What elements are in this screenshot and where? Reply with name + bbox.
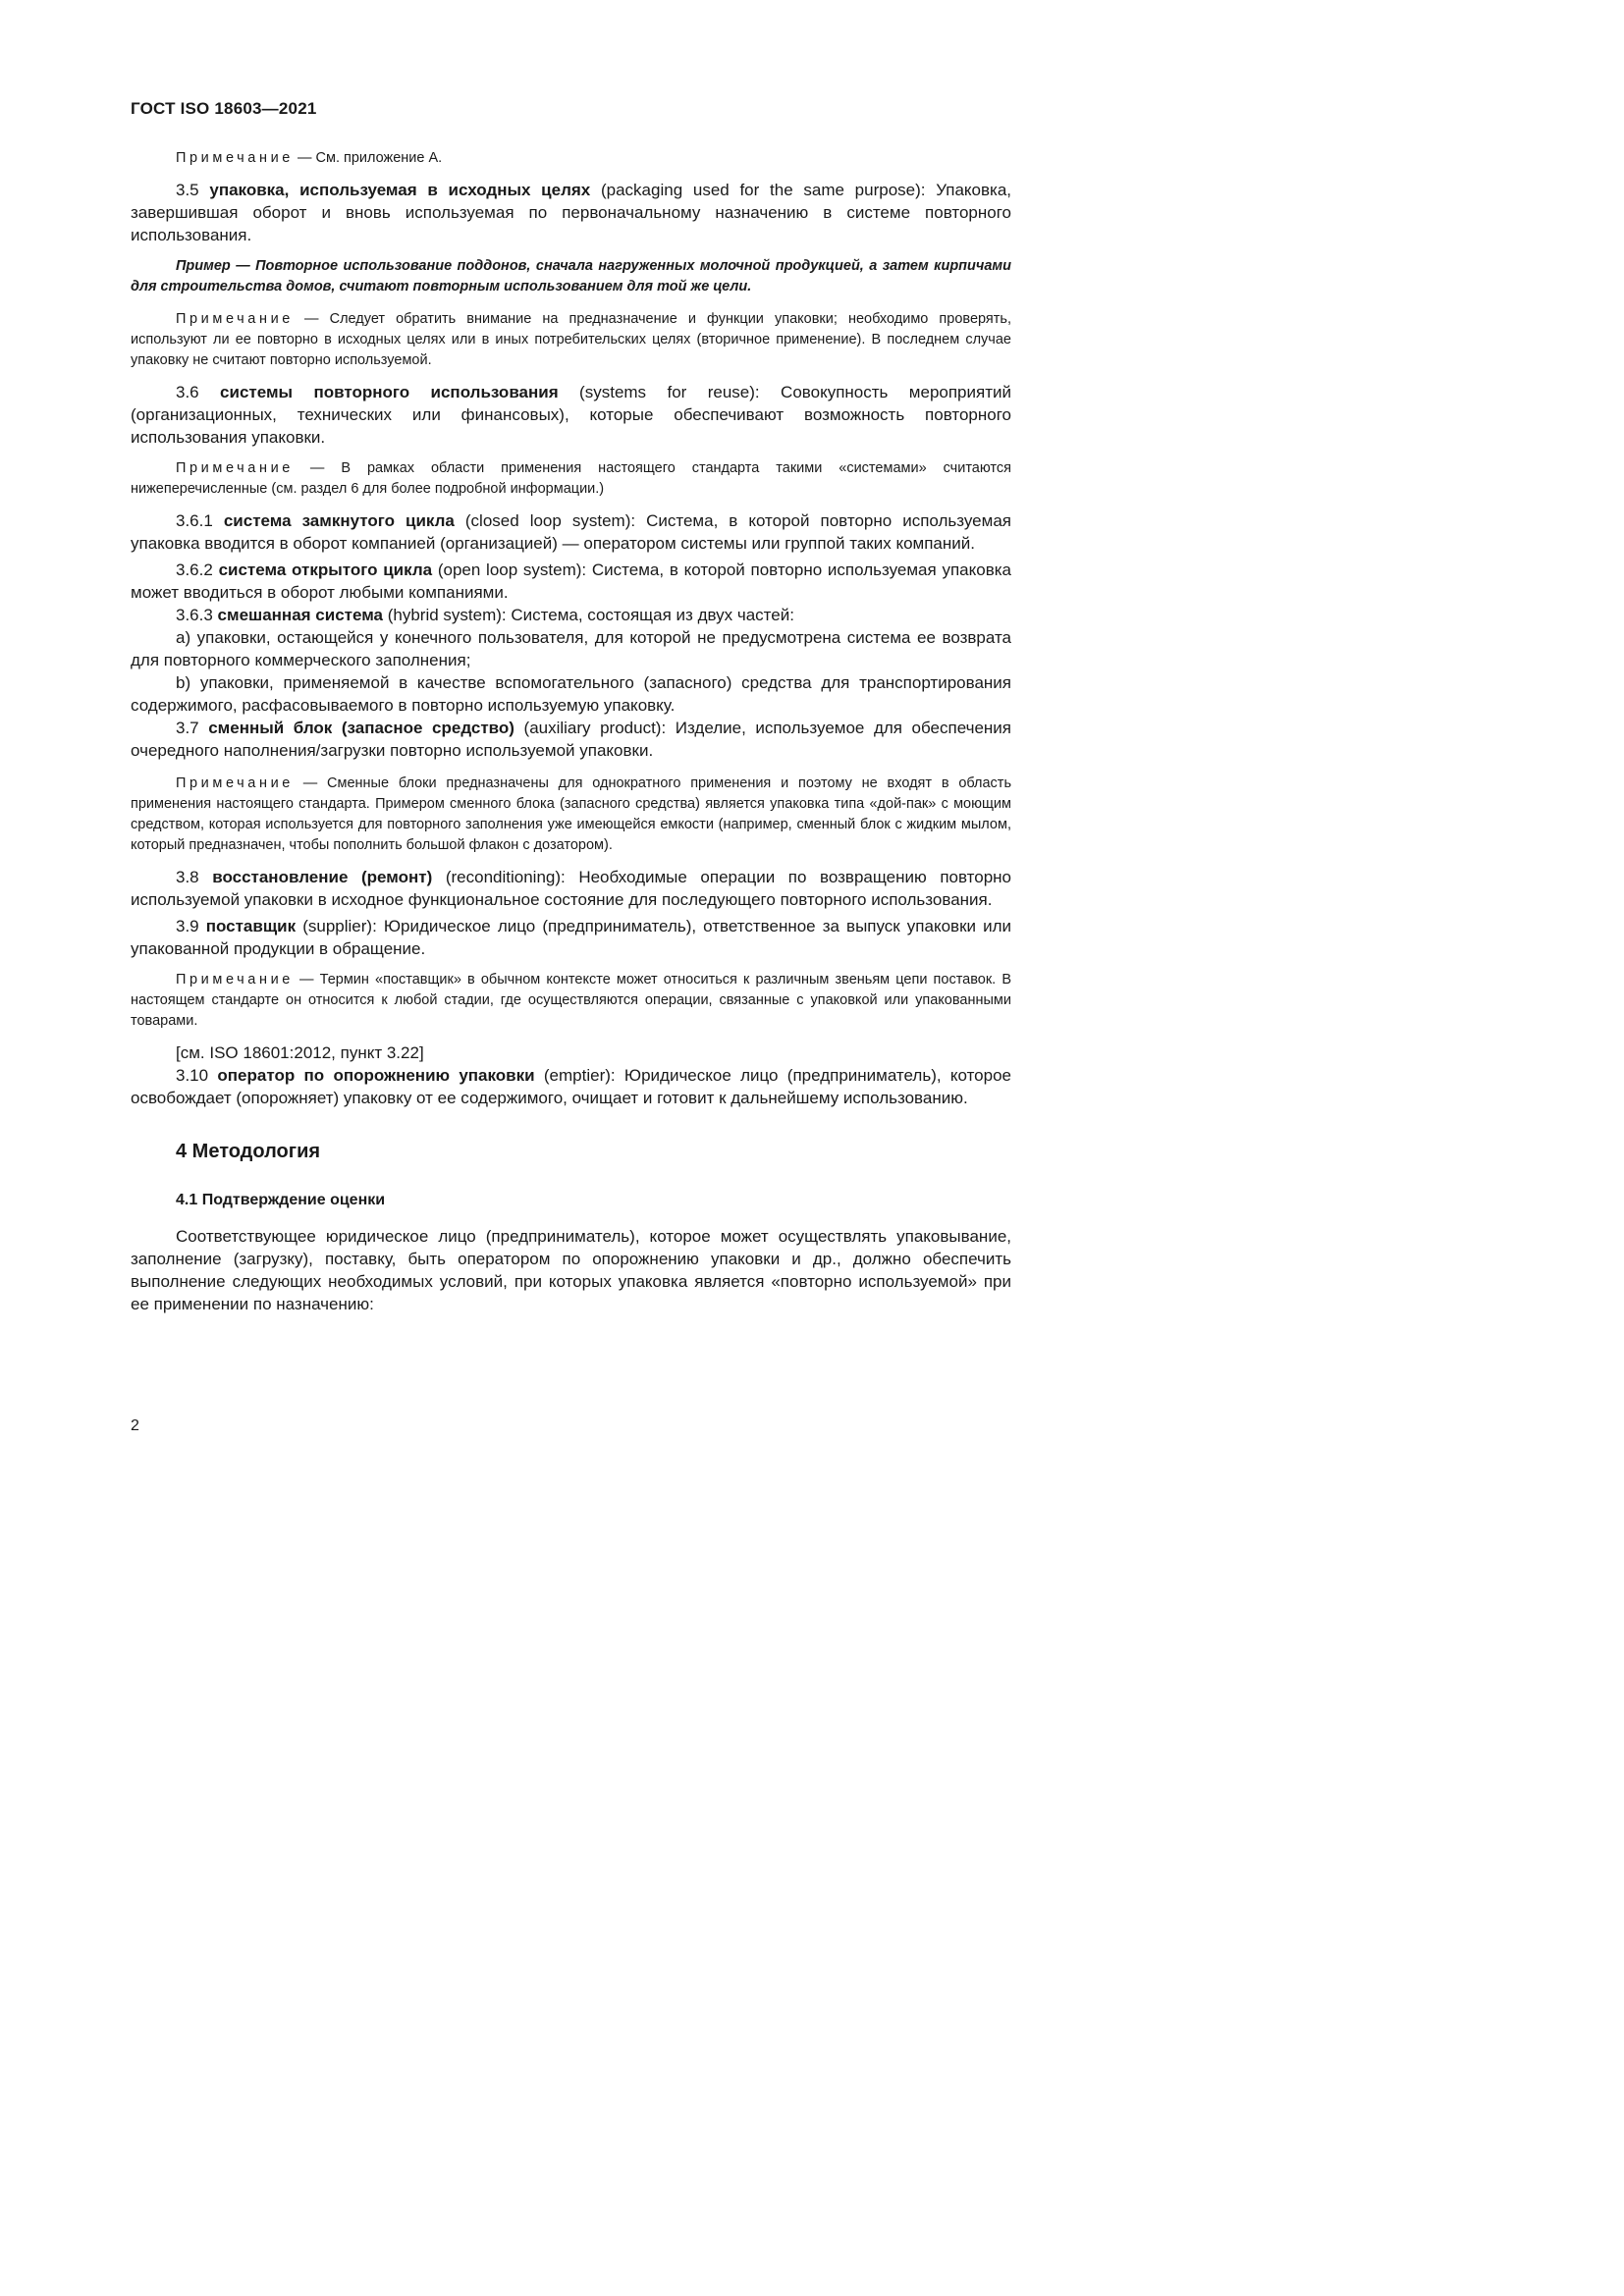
document-body [131, 148, 1011, 1315]
term-name: упаковка, используемая в исходных целях [209, 181, 591, 199]
note-label: Примечание [176, 150, 294, 166]
note-text: В рамках области применения настоящего стандарта такими «системами» считаются нижеперечисленные (см. раздел 6 для более подробной информации.) [131, 460, 1012, 497]
document-page [0, 0, 1080, 1525]
note-label: Примечание [176, 460, 294, 476]
note-text: См. приложение А. [315, 150, 443, 166]
term-definition: (auxiliary product): Изделие, используемое для обеспечения очередного наполнения/загрузки повторно используемой упаковки. [131, 719, 1011, 760]
term-3-8: 3.8 восстановление (ремонт) (reconditioning): Необходимые операции по возвращению повторно используемой упаковки в исходное функциональное состояние для последующего повторного использования. [131, 868, 1012, 909]
term-definition: (packaging used for the same purpose): Упаковка, завершившая оборот и вновь используемая по первоначальному назначению в системе повторного использования. [131, 181, 1012, 244]
term-name: смешанная система [217, 606, 384, 624]
example-3-5: Пример — Повторное использование поддонов, сначала нагруженных молочной продукцией, а затем кирпичами для строительства домов, считают повторным использованием для той же цели. [131, 258, 1011, 294]
term-name: система замкнутого цикла [223, 511, 455, 530]
list-item-b: b) упаковки, применяемой в качестве вспомогательного (запасного) средства для транспортирования содержимого, расфасовываемого в повторно используемую упаковку. [131, 673, 1011, 715]
note-3-6: Примечание — В рамках области применения настоящего стандарта такими «системами» считаются нижеперечисленные (см. раздел 6 для более подробной информации.) [131, 460, 1012, 497]
note-3-7: Примечание — Сменные блоки предназначены для однократного применения и поэтому не входят в область применения настоящего стандарта. Примером сменного блока (запасного средства) является упаковка типа «дой-пак» с моющим средством, которая используется для повторного заполнения уже имеющейся емкости (например, сменный блок с жидким мылом, который предназначен, чтобы пополнить большой флакон с дозатором). [131, 775, 1012, 853]
note-text: Сменные блоки предназначены для однократного применения и поэтому не входят в область применения настоящего стандарта. Примером сменного блока (запасного средства) является упаковка типа «дой-пак» с моющим средством, которая используется для повторного заполнения уже имеющейся емкости (например, сменный блок с жидким мылом, который предназначен, чтобы пополнить большой флакон с дозатором). [131, 775, 1012, 853]
note-annex-ref: Примечание — См. приложение А. [176, 150, 443, 166]
term-3-6: 3.6 системы повторного использования (systems for reuse): Совокупность мероприятий (организационных, технических или финансовых), которые обеспечивают возможность повторного использования упаковки. [131, 383, 1011, 447]
term-3-5: 3.5 упаковка, используемая в исходных целях (packaging used for the same purpose): Упаковка, завершившая оборот и вновь используемая по первоначальному назначению в системе повторного использования. [131, 181, 1012, 244]
page-number: 2 [131, 1417, 139, 1434]
note-3-9: Примечание — Термин «поставщик» в обычном контексте может относиться к различным звеньям цепи поставок. В настоящем стандарте он относится к любой стадии, где осуществляются операции, связанные с упаковкой или упакованными товарами. [131, 972, 1011, 1029]
term-name: поставщик [205, 917, 297, 935]
note-text: Следует обратить внимание на предназначение и функции упаковки; необходимо проверять, используют ли ее повторно в исходных целях или в иных потребительских целях (вторичное применение). В последнем случае упаковку не считают повторно используемой. [131, 311, 1011, 368]
note-label: Примечание [176, 775, 294, 791]
term-definition: (systems for reuse): Совокупность мероприятий (организационных, технических или финансовых), которые обеспечивают возможность повторного использования упаковки. [131, 383, 1011, 447]
term-3-7: 3.7 сменный блок (запасное средство) (auxiliary product): Изделие, используемое для обеспечения очередного наполнения/загрузки повторно используемой упаковки. [131, 719, 1011, 760]
term-3-10: 3.10 оператор по опорожнению упаковки (emptier): Юридическое лицо (предприниматель), которое освобождает (опорожняет) упаковку от ее содержимого, очищает и готовит к дальнейшему использованию. [131, 1066, 1011, 1107]
note-text: Термин «поставщик» в обычном контексте может относиться к различным звеньям цепи поставок. В настоящем стандарте он относится к любой стадии, где осуществляются операции, связанные с упаковкой или упакованными товарами. [131, 972, 1011, 1029]
note-label: Примечание [176, 311, 294, 327]
document-code-header: ГОСТ ISO 18603—2021 [131, 99, 317, 118]
term-3-6-2: 3.6.2 система открытого цикла (open loop system): Система, в которой повторно используемая упаковка может вводиться в оборот любыми компаниями. [131, 561, 1011, 602]
term-definition: (reconditioning): Необходимые операции по возвращению повторно используемой упаковки в исходное функциональное состояние для последующего повторного использования. [131, 868, 1012, 909]
term-definition: (open loop system): Система, в которой повторно используемая упаковка может вводиться в оборот любыми компаниями. [131, 561, 1011, 602]
term-3-6-3: 3.6.3 смешанная система (hybrid system): Система, состоящая из двух частей: [176, 606, 794, 624]
term-definition: (supplier): Юридическое лицо (предприниматель), ответственное за выпуск упаковки или упакованной продукции в обращение. [131, 917, 1012, 958]
term-definition: (closed loop system): Система, в которой повторно используемая упаковка вводится в оборот компанией (организацией) — оператором системы или группой таких компаний. [131, 511, 1011, 553]
term-definition: (hybrid system): Система, состоящая из двух частей: [383, 606, 794, 624]
list-item-a: a) упаковки, остающейся у конечного пользователя, для которой не предусмотрена система ее возврата для повторного коммерческого заполнения; [131, 628, 1011, 669]
term-name: системы повторного использования [220, 383, 559, 401]
subsection-heading-4-1: 4.1 Подтверждение оценки [176, 1192, 386, 1208]
term-3-9: 3.9 поставщик (supplier): Юридическое лицо (предприниматель), ответственное за выпуск упаковки или упакованной продукции в обращение. [131, 917, 1012, 958]
section-heading-4: 4 Методология [176, 1141, 321, 1162]
term-name: система открытого цикла [218, 561, 433, 579]
term-name: сменный блок (запасное средство) [208, 719, 514, 737]
source-reference: [см. ISO 18601:2012, пункт 3.22] [176, 1043, 424, 1062]
term-3-6-1: 3.6.1 система замкнутого цикла (closed loop system): Система, в которой повторно используемая упаковка вводится в оборот компанией (организацией) — оператором системы или группой таких компаний. [131, 511, 1011, 553]
term-definition: (emptier): Юридическое лицо (предприниматель), которое освобождает (опорожняет) упаковку от ее содержимого, очищает и готовит к дальнейшему использованию. [131, 1066, 1011, 1107]
term-name: восстановление (ремонт) [212, 868, 433, 886]
note-label: Примечание [176, 972, 294, 988]
term-name: оператор по опорожнению упаковки [217, 1066, 535, 1085]
paragraph-4-1: Соответствующее юридическое лицо (предприниматель), которое может осуществлять упаковывание, заполнение (загрузку), поставку, быть оператором по опорожнению упаковки и др., должно обеспечить выполнение следующих необходимых условий, при которых упаковка является «повторно используемой» при ее применении по назначению: [131, 1227, 1011, 1313]
note-3-5: Примечание — Следует обратить внимание на предназначение и функции упаковки; необходимо проверять, используют ли ее повторно в исходных целях или в иных потребительских целях (вторичное применение). В последнем случае упаковку не считают повторно используемой. [131, 311, 1011, 368]
